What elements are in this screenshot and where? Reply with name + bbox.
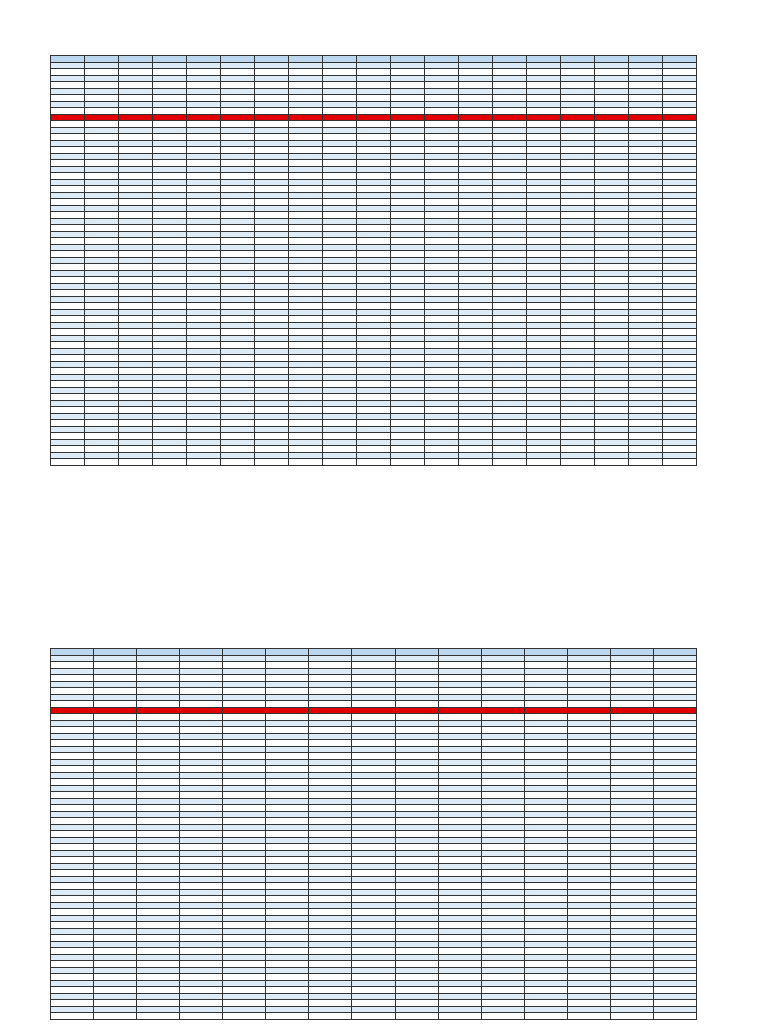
table-cell — [663, 459, 697, 466]
table-cell — [51, 1013, 94, 1020]
table-cell — [289, 459, 323, 466]
table-cell — [481, 1013, 524, 1020]
table-cell — [438, 1013, 481, 1020]
table-cell — [561, 459, 595, 466]
table-cell — [85, 459, 119, 466]
table-cell — [357, 459, 391, 466]
table-row — [51, 459, 697, 466]
spreadsheet-table-1 — [50, 55, 697, 466]
table-cell — [595, 459, 629, 466]
table-cell — [610, 1013, 653, 1020]
data-grid-1 — [50, 55, 697, 466]
table-cell — [119, 459, 153, 466]
table-cell — [153, 459, 187, 466]
table-cell — [567, 1013, 610, 1020]
table-cell — [653, 1013, 696, 1020]
table-row — [51, 1013, 697, 1020]
table-cell — [629, 459, 663, 466]
table-cell — [493, 459, 527, 466]
table-cell — [180, 1013, 223, 1020]
table-cell — [137, 1013, 180, 1020]
table-cell — [223, 1013, 266, 1020]
table-cell — [255, 459, 289, 466]
table-cell — [187, 459, 221, 466]
table-cell — [425, 459, 459, 466]
table-cell — [323, 459, 357, 466]
table-cell — [309, 1013, 352, 1020]
data-grid-2 — [50, 648, 697, 1020]
table-cell — [524, 1013, 567, 1020]
table-cell — [51, 459, 85, 466]
table-cell — [94, 1013, 137, 1020]
table-cell — [395, 1013, 438, 1020]
table-cell — [352, 1013, 395, 1020]
table-cell — [391, 459, 425, 466]
table-cell — [221, 459, 255, 466]
table-cell — [527, 459, 561, 466]
table-cell — [459, 459, 493, 466]
spreadsheet-table-2 — [50, 648, 697, 1020]
table-cell — [266, 1013, 309, 1020]
